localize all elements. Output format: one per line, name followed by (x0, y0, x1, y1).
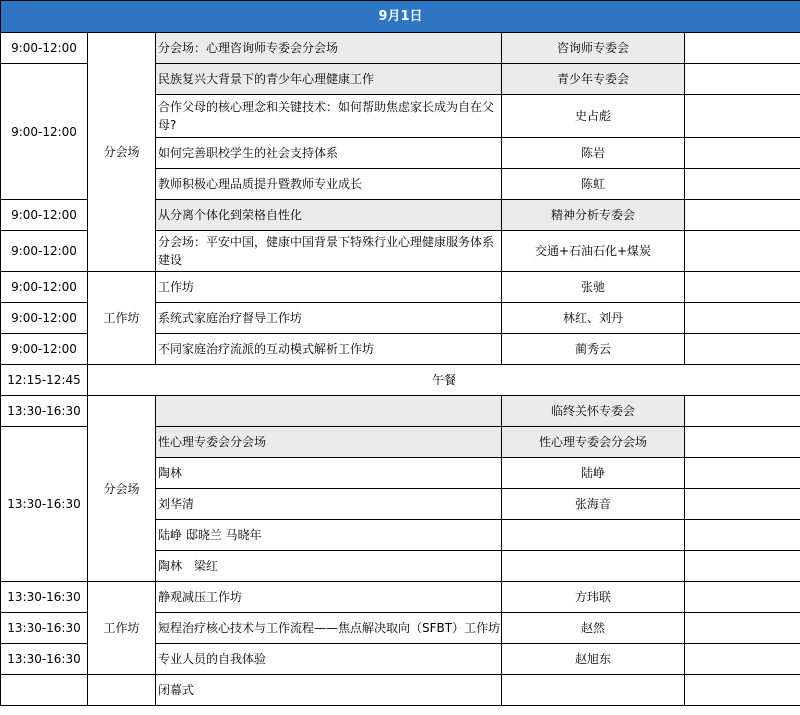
topic-cell: 陆峥 邸晓兰 马晓年 (156, 520, 502, 551)
time-cell: 9:00-12:00 (1, 231, 88, 272)
speaker-cell: 蔺秀云 (502, 334, 685, 365)
empty-cell (685, 427, 800, 458)
topic-cell: 闭幕式 (156, 675, 502, 706)
time-cell: 9:00-12:00 (1, 303, 88, 334)
topic-cell: 不同家庭治疗流派的互动模式解析工作坊 (156, 334, 502, 365)
time-cell: 13:30-16:30 (1, 396, 88, 427)
date-header: 9月1日 (1, 1, 800, 33)
type-cell: 分会场 (88, 33, 156, 272)
empty-cell (685, 272, 800, 303)
type-cell: 工作坊 (88, 582, 156, 675)
topic-cell: 刘华清 (156, 489, 502, 520)
empty-cell (685, 582, 800, 613)
topic-cell: 工作坊 (156, 272, 502, 303)
empty-cell (685, 458, 800, 489)
type-cell (88, 675, 156, 706)
empty-cell (685, 200, 800, 231)
speaker-cell: 交通+石油石化+煤炭 (502, 231, 685, 272)
speaker-cell: 性心理专委会分会场 (502, 427, 685, 458)
speaker-cell: 临终关怀专委会 (502, 396, 685, 427)
empty-cell (685, 231, 800, 272)
topic-cell: 静观减压工作坊 (156, 582, 502, 613)
speaker-cell: 咨询师专委会 (502, 33, 685, 64)
time-cell: 9:00-12:00 (1, 33, 88, 64)
topic-cell: 分会场：心理咨询师专委会分会场 (156, 33, 502, 64)
topic-cell: 陶林 梁红 (156, 551, 502, 582)
speaker-cell: 精神分析专委会 (502, 200, 685, 231)
speaker-cell: 方玮联 (502, 582, 685, 613)
empty-cell (685, 675, 800, 706)
speaker-cell (502, 551, 685, 582)
speaker-cell: 林红、刘丹 (502, 303, 685, 334)
time-cell: 9:00-12:00 (1, 200, 88, 231)
topic-cell: 合作父母的核心理念和关键技术：如何帮助焦虑家长成为自在父母? (156, 95, 502, 138)
speaker-cell: 赵旭东 (502, 644, 685, 675)
topic-cell: 如何完善职校学生的社会支持体系 (156, 138, 502, 169)
topic-cell: 教师积极心理品质提升暨教师专业成长 (156, 169, 502, 200)
topic-cell: 从分离个体化到荣格自性化 (156, 200, 502, 231)
topic-cell: 陶林 (156, 458, 502, 489)
topic-cell: 性心理专委会分会场 (156, 427, 502, 458)
time-cell: 9:00-12:00 (1, 64, 88, 200)
empty-cell (685, 33, 800, 64)
speaker-cell (502, 520, 685, 551)
topic-cell: 系统式家庭治疗督导工作坊 (156, 303, 502, 334)
time-cell (1, 675, 88, 706)
speaker-cell: 陈岩 (502, 138, 685, 169)
empty-cell (685, 613, 800, 644)
speaker-cell: 张海音 (502, 489, 685, 520)
empty-cell (685, 169, 800, 200)
topic-cell: 专业人员的自我体验 (156, 644, 502, 675)
speaker-cell: 赵然 (502, 613, 685, 644)
time-cell: 9:00-12:00 (1, 334, 88, 365)
lunch-cell: 午餐 (88, 365, 800, 396)
empty-cell (685, 551, 800, 582)
empty-cell (685, 489, 800, 520)
empty-cell (685, 64, 800, 95)
time-cell: 13:30-16:30 (1, 613, 88, 644)
time-cell: 13:30-16:30 (1, 644, 88, 675)
speaker-cell: 张驰 (502, 272, 685, 303)
topic-cell: 民族复兴大背景下的青少年心理健康工作 (156, 64, 502, 95)
speaker-cell: 史占彪 (502, 95, 685, 138)
speaker-cell: 陈虹 (502, 169, 685, 200)
type-cell: 工作坊 (88, 272, 156, 365)
empty-cell (685, 396, 800, 427)
speaker-cell: 陆峥 (502, 458, 685, 489)
type-cell: 分会场 (88, 396, 156, 582)
time-cell: 12:15-12:45 (1, 365, 88, 396)
empty-cell (685, 138, 800, 169)
topic-cell: 分会场：平安中国，健康中国背景下特殊行业心理健康服务体系建设 (156, 231, 502, 272)
empty-cell (685, 303, 800, 334)
topic-cell: 短程治疗核心技术与工作流程——焦点解决取向（SFBT）工作坊 (156, 613, 502, 644)
speaker-cell: 青少年专委会 (502, 64, 685, 95)
empty-cell (685, 644, 800, 675)
time-cell: 13:30-16:30 (1, 427, 88, 582)
empty-cell (685, 95, 800, 138)
speaker-cell (502, 675, 685, 706)
empty-cell (685, 334, 800, 365)
topic-cell (156, 396, 502, 427)
time-cell: 9:00-12:00 (1, 272, 88, 303)
empty-cell (685, 520, 800, 551)
time-cell: 13:30-16:30 (1, 582, 88, 613)
